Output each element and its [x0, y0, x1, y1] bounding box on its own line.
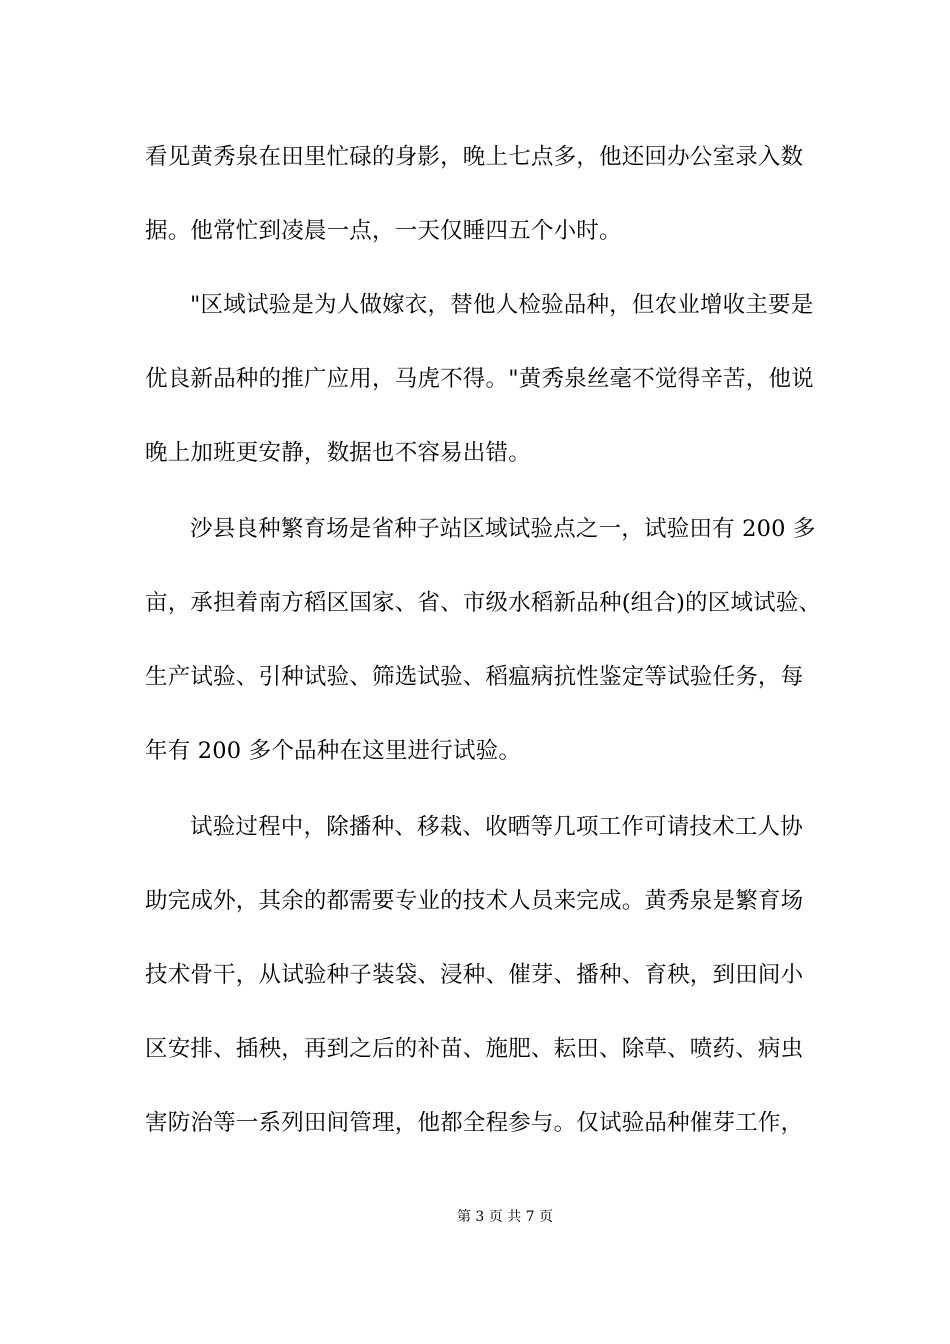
- text-line: 生产试验、引种试验、筛选试验、稻瘟病抗性鉴定等试验任务，每: [145, 664, 804, 690]
- text-line: 据。他常忙到凌晨一点，一天仅睡四五个小时。: [145, 218, 622, 244]
- text-line: 看见黄秀泉在田里忙碌的身影，晚上七点多，他还回办公室录入数: [145, 144, 804, 170]
- text-line: 晚上加班更安静，数据也不容易出错。: [145, 440, 531, 466]
- text-line: 区安排、插秧，再到之后的补苗、施肥、耘田、除草、喷药、病虫: [145, 1036, 804, 1062]
- text-line: 优良新品种的推广应用，马虎不得。"黄秀泉丝毫不觉得辛苦，他说: [145, 366, 814, 392]
- text-line: 技术骨干，从试验种子装袋、浸种、催芽、播种、育秧，到田间小: [145, 962, 804, 988]
- text-line: 害防治等一系列田间管理，他都全程参与。仅试验品种催芽工作，: [145, 1110, 804, 1136]
- text-line: 试验过程中，除播种、移栽、收晒等几项工作可请技术工人协: [190, 814, 803, 840]
- text-line: 亩，承担着南方稻区国家、省、市级水稻新品种(组合)的区域试验、: [145, 590, 822, 616]
- text-line: 沙县良种繁育场是省种子站区域试验点之一，试验田有 200 多: [190, 516, 816, 542]
- text-line: 助完成外，其余的都需要专业的技术人员来完成。黄秀泉是繁育场: [145, 888, 804, 914]
- text-line: "区域试验是为人做嫁衣，替他人检验品种，但农业增收主要是: [190, 292, 814, 318]
- text-line: 年有 200 多个品种在这里进行试验。: [145, 738, 522, 764]
- page-number-footer: 第 3 页 共 7 页: [456, 1209, 554, 1225]
